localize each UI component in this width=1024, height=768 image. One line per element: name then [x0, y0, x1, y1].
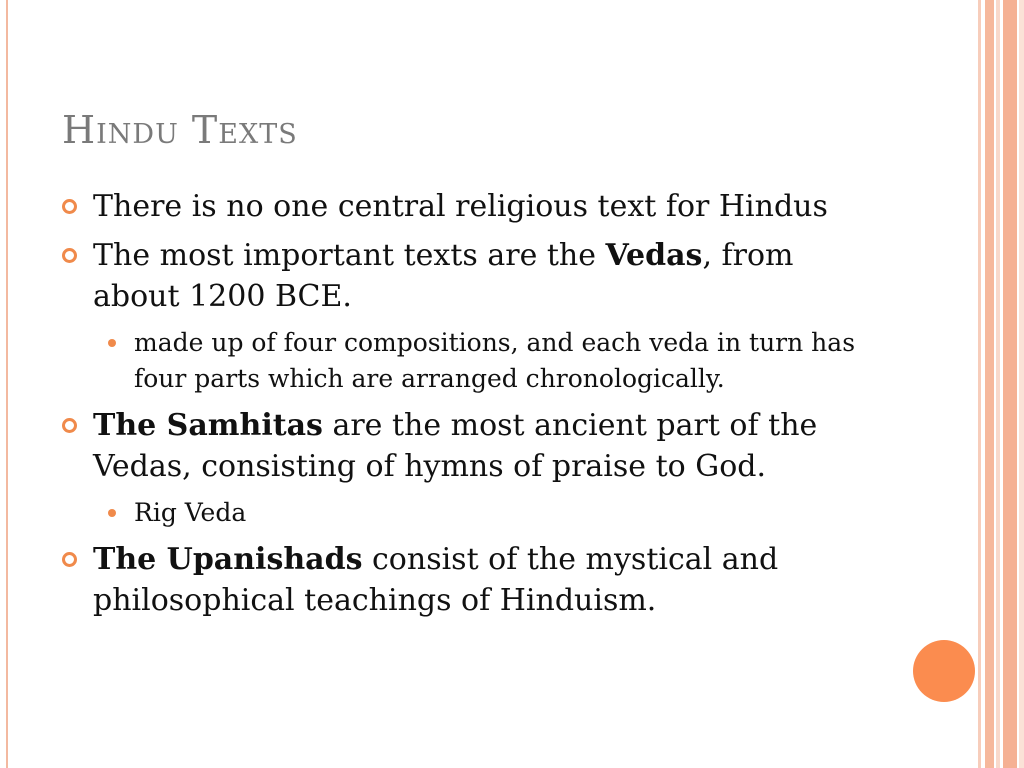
bullet-text-post: consist of the mystical and philosophical teachings of Hinduism.	[93, 542, 779, 618]
bullet-item	[62, 405, 862, 487]
decorative-circle	[913, 640, 975, 702]
bullet-text-pre: The most important texts are the	[93, 238, 606, 273]
right-stripe	[1003, 0, 1017, 768]
bullet-item	[62, 235, 862, 317]
dot-bullet-icon	[108, 509, 116, 517]
slide-title: Hindu Texts	[62, 108, 298, 152]
sub-bullet-text: Rig Veda	[134, 498, 247, 527]
bullet-text-bold: The Upanishads	[93, 542, 363, 577]
bullet-text-bold: The Samhitas	[93, 408, 323, 443]
left-border-line	[6, 0, 8, 768]
bullet-text-bold: Vedas	[605, 238, 703, 273]
sub-bullet-item	[62, 325, 862, 397]
bullet-text: There is no one central religious text for Hindus	[93, 189, 828, 224]
bullet-item	[62, 186, 862, 227]
ring-bullet-icon	[62, 199, 77, 214]
ring-bullet-icon	[62, 552, 77, 567]
right-stripe	[978, 0, 981, 768]
slide-content	[62, 186, 862, 629]
right-stripe	[996, 0, 1000, 768]
ring-bullet-icon	[62, 418, 77, 433]
sub-bullet-item	[62, 495, 862, 531]
right-stripe	[1019, 0, 1024, 768]
sub-bullet-text: made up of four compositions, and each veda in turn has four parts which are arranged chronologically.	[134, 328, 856, 393]
right-stripe	[985, 0, 994, 768]
bullet-text-post: are the most ancient part of the Vedas, consisting of hymns of praise to God.	[93, 408, 818, 484]
dot-bullet-icon	[108, 339, 116, 347]
bullet-text-post: , from about 1200 BCE.	[93, 238, 794, 314]
bullet-item	[62, 539, 862, 621]
ring-bullet-icon	[62, 248, 77, 263]
